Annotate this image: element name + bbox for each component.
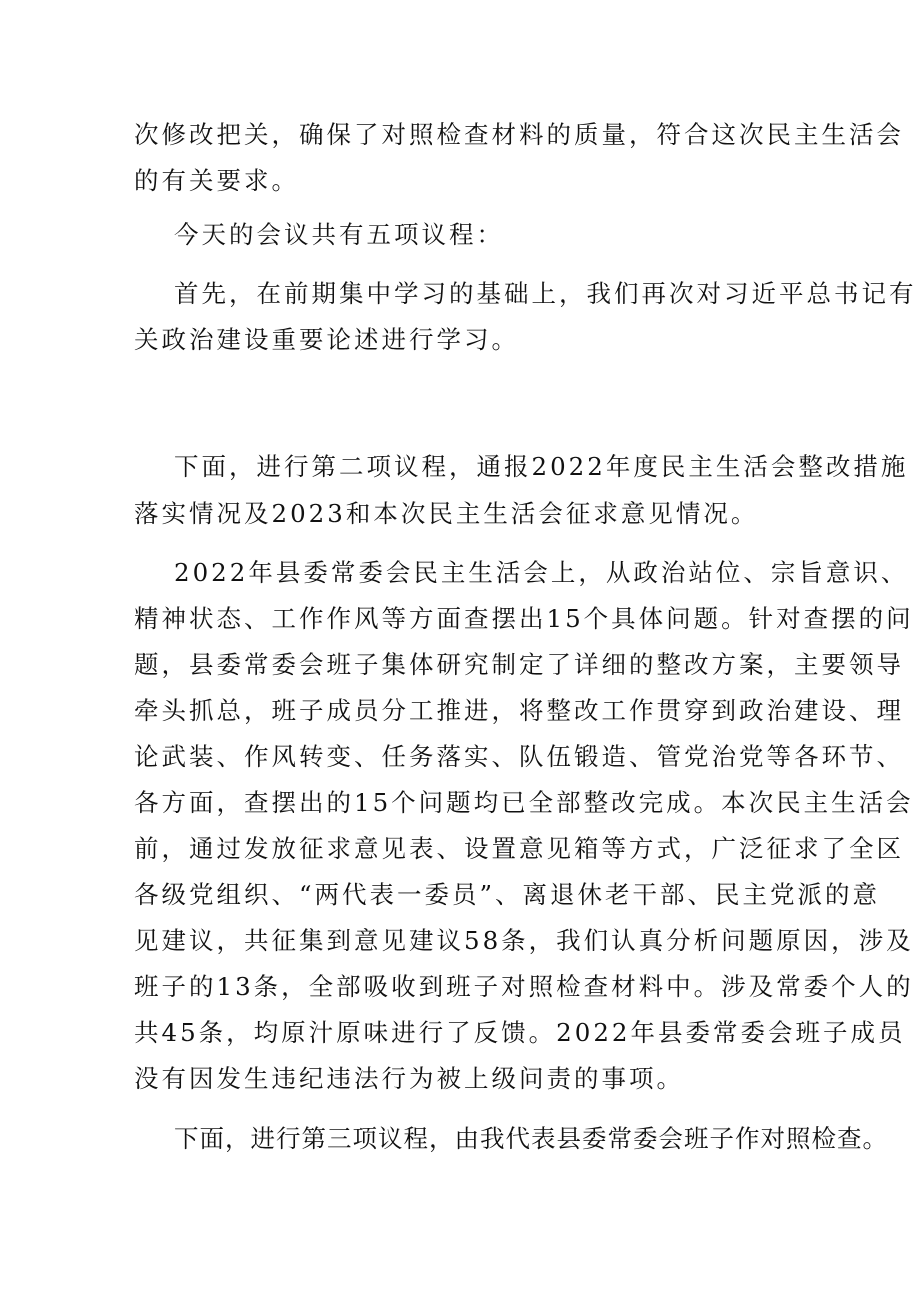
paragraph-1-line-1: 次修改把关，确保了对照检查材料的质量，符合这次民主生活会 (134, 120, 904, 149)
paragraph-5-line-5: 论武装、作风转变、任务落实、队伍锻造、管党治党等各环节、 (134, 742, 904, 771)
paragraph-4-line-1: 下面，进行第二项议程，通报2022年度民主生活会整改措施 (174, 452, 909, 481)
paragraph-1-line-2: 的有关要求。 (134, 166, 299, 195)
paragraph-5-line-3: 题，县委常委会班子集体研究制定了详细的整改方案，主要领导 (134, 650, 904, 679)
paragraph-3-line-2: 关政治建设重要论述进行学习。 (134, 325, 519, 354)
paragraph-5-line-10: 班子的13条，全部吸收到班子对照检查材料中。涉及常委个人的 (134, 972, 914, 1001)
paragraph-2-line-1: 今天的会议共有五项议程： (174, 220, 504, 249)
paragraph-5-line-12: 没有因发生违纪违法行为被上级问责的事项。 (134, 1064, 684, 1093)
paragraph-5-line-11: 共45条，均原汁原味进行了反馈。2022年县委常委会班子成员 (134, 1018, 906, 1047)
paragraph-5-line-4: 牵头抓总，班子成员分工推进，将整改工作贯穿到政治建设、理 (134, 696, 904, 725)
paragraph-3-line-1: 首先，在前期集中学习的基础上，我们再次对习近平总书记有 (174, 279, 917, 308)
paragraph-5-line-9: 见建议，共征集到意见建议58条，我们认真分析问题原因，涉及 (134, 926, 914, 955)
paragraph-5-line-6: 各方面，查摆出的15个问题均已全部整改完成。本次民主生活会 (134, 788, 914, 817)
paragraph-5-line-1: 2022年县委常委会民主生活会上，从政治站位、宗旨意识、 (174, 558, 909, 587)
paragraph-4-line-2: 落实情况及2023和本次民主生活会征求意见情况。 (134, 499, 759, 528)
paragraph-5-line-2: 精神状态、工作作风等方面查摆出15个具体问题。针对查摆的问 (134, 604, 914, 633)
paragraph-6-line-1: 下面，进行第三项议程，由我代表县委常委会班子作对照检查。 (174, 1124, 888, 1153)
paragraph-5-line-7: 前，通过发放征求意见表、设置意见箱等方式，广泛征求了全区 (134, 834, 904, 863)
paragraph-5-line-8: 各级党组织、“两代表一委员”、离退休老干部、民主党派的意 (134, 880, 881, 909)
